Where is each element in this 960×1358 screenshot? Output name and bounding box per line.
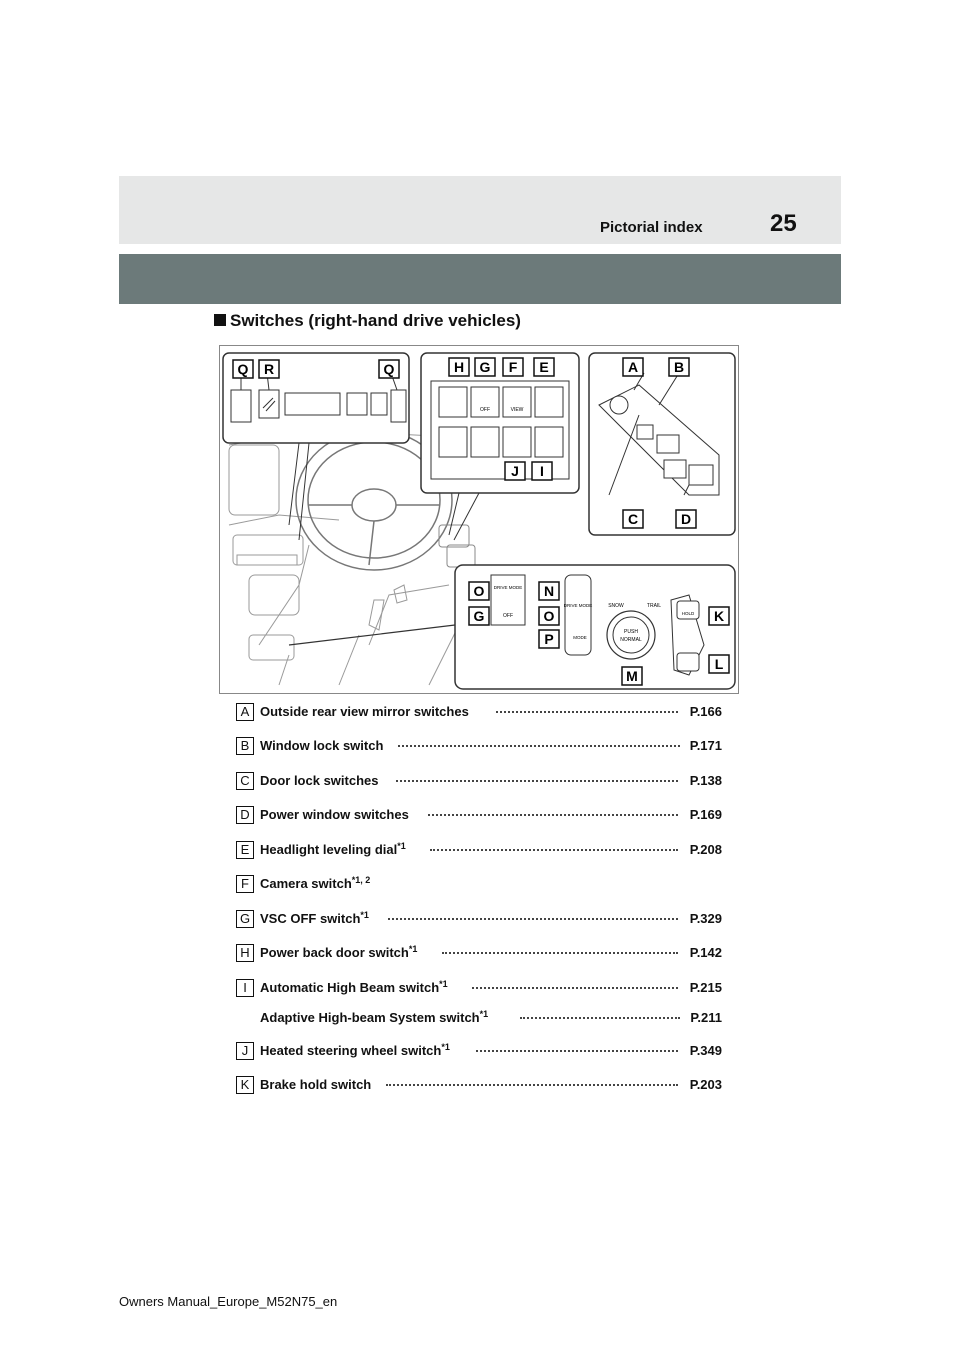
item-label: Power back door switch$^{*1}$ [260, 944, 418, 960]
list-item [236, 1042, 722, 1064]
callout-q-left: Q [237, 361, 249, 377]
leader-dots [476, 1050, 678, 1052]
list-item [236, 806, 722, 828]
callout-a: A [627, 359, 639, 375]
list-item [236, 979, 722, 1001]
callout-n: N [543, 583, 555, 599]
item-letter-badge: A [236, 703, 254, 721]
item-letter-badge: E [236, 841, 254, 859]
item-letter-badge: B [236, 737, 254, 755]
callout-i: I [540, 463, 544, 479]
off-text-2: OFF [503, 613, 513, 619]
callout-d: D [680, 511, 692, 527]
item-page-ref[interactable]: P.138 [689, 773, 722, 788]
leader-dots [398, 745, 680, 747]
item-page-ref[interactable]: P.166 [689, 704, 722, 719]
leader-dots [496, 711, 678, 713]
drive-mode-text-1: DRIVE MODE [493, 585, 523, 590]
item-letter-badge: K [236, 1076, 254, 1094]
callout-f: F [508, 359, 518, 375]
callout-k: K [713, 608, 725, 624]
snow-text: SNOW [608, 603, 624, 609]
section-title-text: Switches (right-hand drive vehicles) [230, 311, 521, 330]
callout-o-left: O [473, 583, 485, 599]
item-page-ref[interactable]: P.171 [689, 738, 722, 753]
item-label: Camera switch$^{*1, 2}$ [260, 875, 371, 891]
bullet-square-icon [214, 314, 226, 326]
switches-illustration [219, 345, 739, 694]
off-text-1: OFF [480, 407, 490, 413]
page-number: 25 [770, 210, 797, 237]
callout-r: R [263, 361, 275, 377]
callout-l: L [714, 656, 724, 672]
footer-doc-id: Owners Manual_Europe_M52N75_en [119, 1294, 338, 1309]
callout-p: P [544, 631, 554, 647]
callout-g-top: G [479, 359, 491, 375]
trail-text: TRAIL [646, 603, 662, 609]
normal-text: NORMAL [620, 637, 642, 643]
item-letter-badge: I [236, 979, 254, 997]
leader-dots [388, 918, 678, 920]
callout-m: M [626, 668, 638, 684]
list-item [236, 841, 722, 863]
item-letter-badge: D [236, 806, 254, 824]
item-label: Automatic High Beam switch$^{*1}$ [260, 979, 448, 995]
item-page-ref[interactable]: P.203 [689, 1077, 722, 1092]
header-band [119, 176, 841, 244]
item-label: Heated steering wheel switch$^{*1}$ [260, 1042, 450, 1058]
callout-e: E [539, 359, 549, 375]
item-label: Window lock switch [260, 738, 384, 753]
callout-j: J [511, 463, 519, 479]
item-label: Outside rear view mirror switches [260, 704, 469, 719]
item-label: Door lock switches [260, 773, 379, 788]
callout-h: H [453, 359, 465, 375]
list-item-sub [236, 1009, 722, 1031]
item-label: Brake hold switch [260, 1077, 372, 1092]
item-page-ref[interactable]: P.215 [689, 980, 722, 995]
item-page-ref[interactable]: P.349 [689, 1043, 722, 1058]
item-page-ref[interactable]: P.169 [689, 807, 722, 822]
item-page-ref[interactable]: P.142 [689, 945, 722, 960]
list-item [236, 875, 722, 897]
leader-dots [430, 849, 678, 851]
leader-dots [442, 952, 678, 954]
leader-dots [472, 987, 678, 989]
ev-mode-text: MODE [573, 635, 587, 640]
leader-dots [396, 780, 678, 782]
leader-dots [520, 1017, 680, 1019]
list-item [236, 910, 722, 932]
item-letter-badge: J [236, 1042, 254, 1060]
item-letter-badge: C [236, 772, 254, 790]
push-text: PUSH [624, 629, 638, 635]
view-text: VIEW [510, 407, 524, 413]
hold-text: HOLD [681, 611, 695, 616]
list-item [236, 703, 722, 725]
item-label: Power window switches [260, 807, 409, 822]
section-title [214, 311, 521, 331]
leader-dots [386, 1084, 678, 1086]
header-section-title: Pictorial index [600, 219, 703, 236]
item-letter-badge: G [236, 910, 254, 928]
callout-q-right: Q [383, 361, 395, 377]
callout-g-bottom: G [473, 608, 485, 624]
leader-dots [428, 814, 678, 816]
list-item [236, 944, 722, 966]
item-page-ref[interactable]: P.211 [690, 1010, 722, 1025]
item-letter-badge: F [236, 875, 254, 893]
callout-c: C [627, 511, 639, 527]
item-label: Headlight leveling dial$^{*1}$ [260, 841, 406, 857]
item-label: VSC OFF switch$^{*1}$ [260, 910, 369, 926]
callout-b: B [673, 359, 685, 375]
header-dark-band [119, 254, 841, 304]
item-letter-badge: H [236, 944, 254, 962]
callout-o-mid: O [543, 608, 555, 624]
list-item [236, 737, 722, 759]
item-page-ref[interactable]: P.329 [689, 911, 722, 926]
drive-mode-text-2: DRIVE MODE [563, 603, 593, 608]
list-item [236, 772, 722, 794]
item-label: Adaptive High-beam System switch$^{*1}$ [260, 1009, 489, 1025]
list-item [236, 1076, 722, 1098]
item-page-ref[interactable]: P.208 [689, 842, 722, 857]
